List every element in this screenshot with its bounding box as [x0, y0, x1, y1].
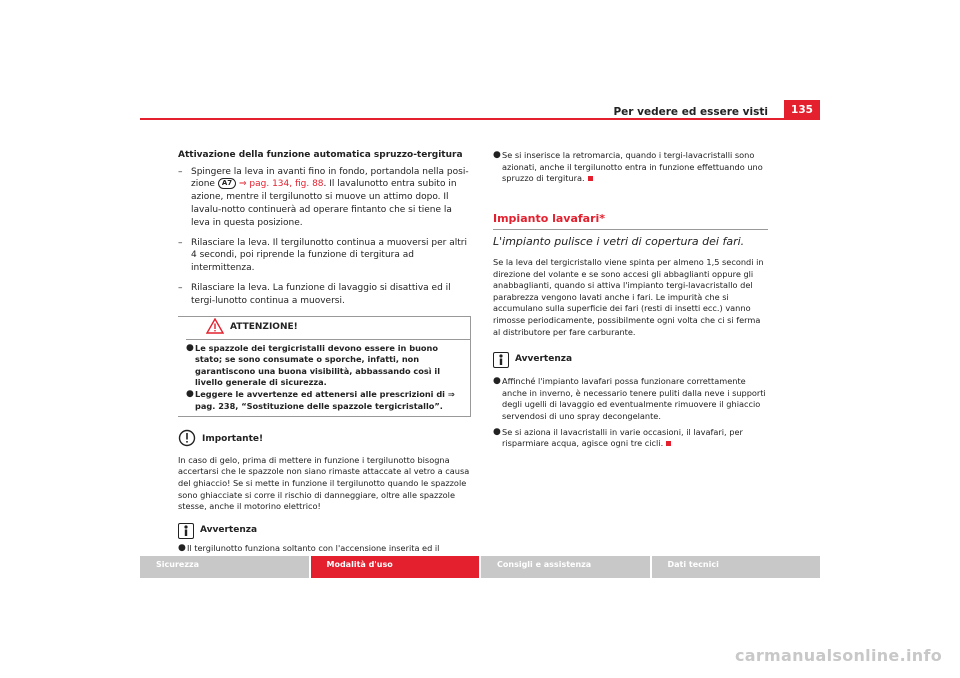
- retromarcia-item: ● Se si inserisce la retromarcia, quando i tergi-lavacristalli sono azionati, anche il tergilunotto entra in funzione effettuando uno spruzzo di tergitura.: [493, 150, 763, 184]
- warning-box: [178, 316, 471, 418]
- section-end-marker: [588, 176, 593, 181]
- step-1-text: Spingere la leva in avanti fino in fondo, portandola nella posi-zione A7 ⇒ pag. 134, fig. 88. Il lavalunotto entra subito in azione, mentre il tergilunotto si muove un attimo dopo. Il lavalu-notto continuerà ad operare fintanto che si tiene la leva in questa posizione.: [191, 166, 469, 228]
- info-note-icon: [178, 523, 194, 539]
- right-column: [493, 150, 768, 450]
- watermark: carmanualsonline.info: [734, 646, 942, 665]
- bullet-icon: ●: [178, 542, 186, 553]
- info-note-icon: [493, 352, 509, 368]
- important-title: Importante!: [202, 434, 264, 445]
- bullet-icon: ●: [493, 376, 501, 387]
- step-1: [178, 166, 471, 230]
- figure-callout-badge: A7: [218, 178, 236, 189]
- step-3-text: Rilasciare la leva. La funzione di lavaggio si disattiva ed il tergi-lunotto continua a muoversi.: [191, 282, 451, 306]
- warning-title: ATTENZIONE!: [230, 321, 298, 332]
- note-title: Avvertenza: [200, 524, 258, 535]
- step-2: [178, 237, 471, 275]
- note-item: ● Se si aziona il lavacristalli in varie occasioni, il lavafari, per risparmiare acqua, agisce ogni tre cicli.: [493, 426, 743, 449]
- footer-tab-sicurezza[interactable]: Sicurezza: [140, 556, 309, 578]
- bullet-icon: ●: [186, 388, 194, 399]
- important-text: In caso di gelo, prima di mettere in funzione i tergilunotto bisogna accertarsi che le spazzole non siano rimaste attaccate al vetro a causa del ghiaccio! Se si mette in funzione il tergilunotto quando le spazzole sono ghiacciate si corre il rischio di danneggiare, oltre alle spazzole stesse, anche il motorino elettrico!: [178, 454, 470, 512]
- bullet-icon: ●: [186, 342, 194, 353]
- section-end-marker: [666, 441, 671, 446]
- warning-triangle-icon: [206, 318, 224, 338]
- bullet-icon: ●: [493, 426, 501, 437]
- chapter-title: Impianto lavafari*: [493, 213, 768, 231]
- header-rule: [140, 118, 820, 120]
- warning-item: ● Leggere le avvertenze ed attenersi alle prescrizioni di ⇒ pag. 238, “Sostituzione delle spazzole tergicristallo”.: [186, 388, 455, 411]
- body-text: Se la leva del tergicristallo viene spinta per almeno 1,5 secondi in direzione del volante e se sono accesi gli abbaglianti oppure gli anabbaglianti, quando si attiva l'impianto tergi-lavacristallo del parabrezza vengono lavati anche i fari. Le impurità che si accumulano sulla superficie dei fari (resti di insetti ecc.) vanno rimosse periodicamente, possibilmente ogni volta che ci si ferma al distributore per fare carburante.: [493, 256, 764, 337]
- warning-divider: [186, 339, 470, 340]
- chapter-subtitle: L'impianto pulisce i vetri di copertura dei fari.: [493, 235, 745, 249]
- page-header-title: Per vedere ed essere visti: [613, 106, 768, 118]
- footer-nav: [140, 556, 820, 578]
- left-column: [178, 150, 471, 566]
- page-reference-link[interactable]: ⇒ pag. 134, fig. 88: [236, 179, 324, 190]
- page-number: 135: [784, 100, 820, 119]
- footer-tab-consigli-assistenza[interactable]: Consigli e assistenza: [481, 556, 650, 578]
- warning-item: ● Le spazzole dei tergicristalli devono essere in buono stato; se sono consumate o sporche, infatti, non garantiscono una buona visibilità, abbassando così il livello generale di sicurezza.: [186, 342, 441, 388]
- footer-tab-modalita-uso[interactable]: Modalità d'uso: [311, 556, 480, 578]
- step-dash: –: [178, 237, 183, 248]
- bullet-icon: ●: [493, 150, 501, 160]
- step-dash: –: [178, 166, 183, 177]
- important-header: [178, 429, 471, 451]
- step-2-text: Rilasciare la leva. Il tergilunotto continua a muoversi per altri 4 secondi, poi riprende la funzione di tergitura ad intermittenza.: [191, 237, 467, 274]
- note-title: Avvertenza: [515, 354, 573, 365]
- note-header: [493, 352, 768, 368]
- warning-header: [206, 317, 462, 339]
- note-item: ● Affinché l'impianto lavafari possa funzionare correttamente anche in inverno, è necessario tenere puliti dalla neve i supporti degli ugelli di lavaggio ed eventualmente rimuovere il ghiaccio servendosi di uno spray decongelante.: [493, 376, 766, 421]
- footer-tab-dati-tecnici[interactable]: Dati tecnici: [652, 556, 821, 578]
- note-header: [178, 523, 471, 539]
- exclamation-circle-icon: [178, 429, 196, 451]
- step-3: [178, 282, 471, 308]
- step-dash: –: [178, 282, 183, 293]
- section-heading: Attivazione della funzione automatica spruzzo-tergitura: [178, 150, 463, 160]
- note-item: ● Il tergilunotto funziona soltanto con l'accensione inserita ed il: [178, 543, 471, 566]
